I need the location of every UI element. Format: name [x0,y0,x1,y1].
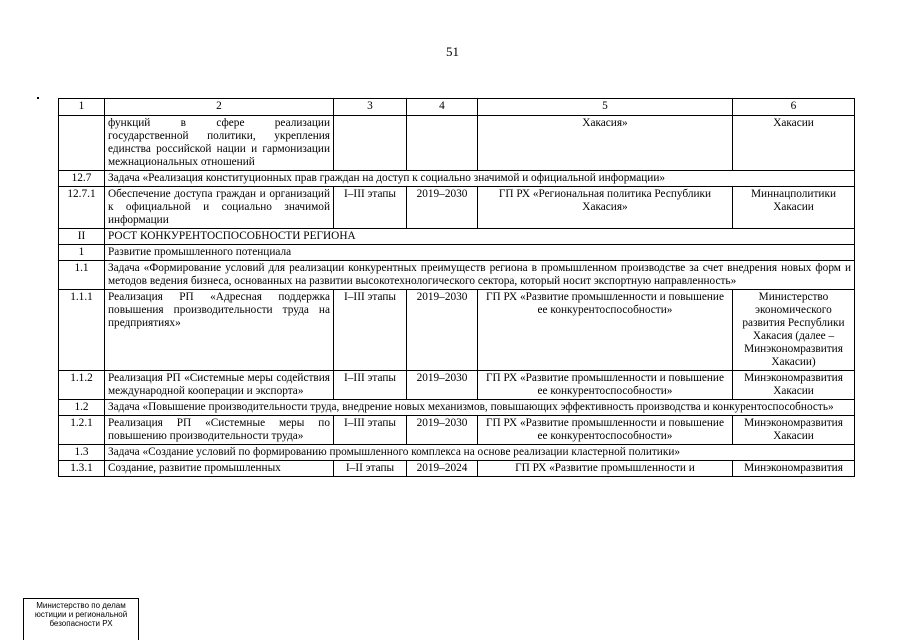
row-number-cell: 1.2.1 [59,416,105,445]
stamp-line: Министерство по делам [36,601,126,610]
period-cell: 2019–2030 [407,416,478,445]
executor-cell: Хакасии [733,116,855,171]
row-number-cell: 1.3.1 [59,461,105,477]
program-cell: ГП РХ «Развитие промышленности и [478,461,733,477]
task-cell: РОСТ КОНКУРЕНТОСПОСОБНОСТИ РЕГИОНА [105,229,855,245]
program-cell: ГП РХ «Развитие промышленности и повышение ее конкурентоспособности» [478,371,733,400]
row-number-cell: 1.1.1 [59,290,105,371]
task-cell: Задача «Создание условий по формированию промышленного комплекса на основе реализации кластерной политики» [105,445,855,461]
executor-cell: Минэкономразвития Хакасии [733,416,855,445]
table-row [59,116,855,171]
column-header: 5 [478,99,733,116]
row-number-cell: 1.1 [59,261,105,290]
plan-table [58,98,855,477]
table-row [59,416,855,445]
stamp-line: безопасности РХ [49,619,113,628]
program-cell: ГП РХ «Развитие промышленности и повышение ее конкурентоспособности» [478,290,733,371]
table-row [59,245,855,261]
header-row [59,99,855,116]
task-cell: Задача «Реализация конституционных прав граждан на доступ к социально значимой и официальной информации» [105,171,855,187]
period-cell: 2019–2030 [407,187,478,229]
row-number-cell: 12.7.1 [59,187,105,229]
measure-cell: Обеспечение доступа граждан и организаций к официальной и социально значимой информации [105,187,334,229]
table-row [59,400,855,416]
executor-cell: Министерство экономического развития Республики Хакасия (далее – Минэкономразвития Хакасии) [733,290,855,371]
table-row [59,229,855,245]
program-cell: Хакасия» [478,116,733,171]
stage-cell: I–III этапы [334,371,407,400]
table-row [59,445,855,461]
column-header: 6 [733,99,855,116]
column-header: 2 [105,99,334,116]
row-number-cell: 1.2 [59,400,105,416]
program-cell: ГП РХ «Развитие промышленности и повышение ее конкурентоспособности» [478,416,733,445]
table-row [59,461,855,477]
row-number-cell: 1.1.2 [59,371,105,400]
scan-dot [37,97,39,99]
task-cell: Задача «Формирование условий для реализации конкурентных преимуществ региона в промышленном производстве за счет внедрения новых форм и методов ведения бизнеса, основанных на развитии высокотехнологического сектора, который носит экспортную направленность» [105,261,855,290]
measure-cell: функций в сфере реализации государственной политики, укрепления единства российской нации и гармонизации межнациональных отношений [105,116,334,171]
table-row [59,371,855,400]
column-header: 4 [407,99,478,116]
row-number-cell [59,116,105,171]
row-number-cell: II [59,229,105,245]
executor-cell: Миннацполитики Хакасии [733,187,855,229]
row-number-cell: 12.7 [59,171,105,187]
table-row [59,187,855,229]
stage-cell: I–III этапы [334,290,407,371]
program-cell: ГП РХ «Региональная политика Республики Хакасия» [478,187,733,229]
row-number-cell: 1 [59,245,105,261]
table-row [59,171,855,187]
measure-cell: Реализация РП «Системные меры содействия международной кооперации и экспорта» [105,371,334,400]
task-cell: Развитие промышленного потенциала [105,245,855,261]
page-number: 51 [446,44,459,59]
column-header: 1 [59,99,105,116]
executor-cell: Минэкономразвития Хакасии [733,371,855,400]
column-header: 3 [334,99,407,116]
table-row [59,290,855,371]
registration-stamp [23,598,139,640]
stage-cell: I–III этапы [334,187,407,229]
stage-cell: I–III этапы [334,416,407,445]
period-cell [407,116,478,171]
measure-cell: Создание, развитие промышленных [105,461,334,477]
period-cell: 2019–2030 [407,371,478,400]
measure-cell: Реализация РП «Системные меры по повышению производительности труда» [105,416,334,445]
stamp-line: юстиции и региональной [34,610,128,619]
table-row [59,261,855,290]
measure-cell: Реализация РП «Адресная поддержка повышения производительности труда на предприятиях» [105,290,334,371]
executor-cell: Минэкономразвития [733,461,855,477]
stage-cell [334,116,407,171]
stage-cell: I–II этапы [334,461,407,477]
period-cell: 2019–2030 [407,290,478,371]
task-cell: Задача «Повышение производительности труда, внедрение новых механизмов, повышающих эффективность производства и конкурентоспособность» [105,400,855,416]
row-number-cell: 1.3 [59,445,105,461]
period-cell: 2019–2024 [407,461,478,477]
